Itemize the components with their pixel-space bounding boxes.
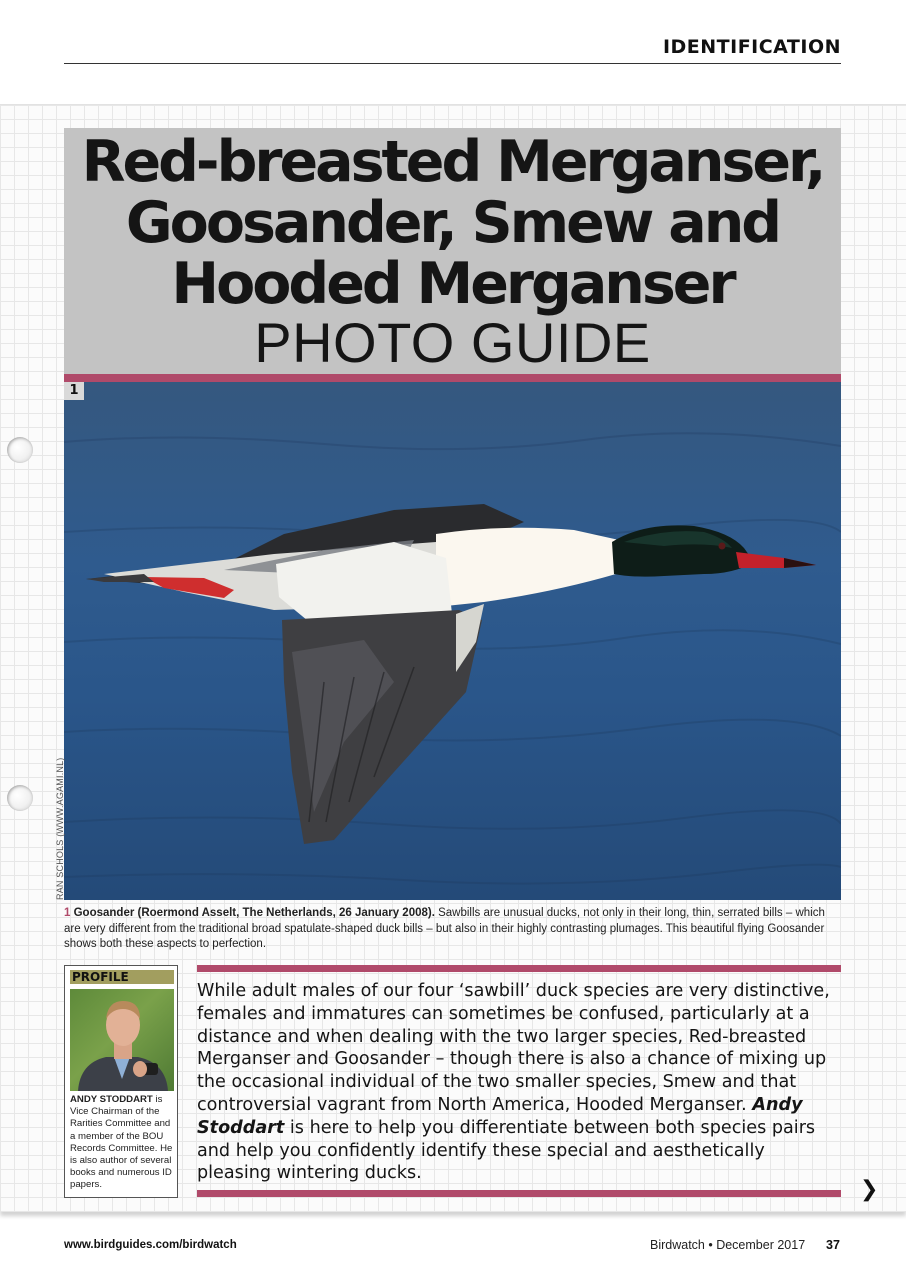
author-photo bbox=[70, 989, 174, 1091]
title-line-1: Red-breasted Merganser, bbox=[81, 129, 824, 195]
goosander-illustration bbox=[64, 382, 841, 900]
profile-bio bbox=[70, 1094, 178, 1192]
article-title bbox=[64, 129, 841, 317]
intro-bottom-bar bbox=[197, 1190, 841, 1197]
title-line-2: Goosander, Smew and bbox=[125, 190, 780, 256]
footer-page-number: 37 bbox=[826, 1238, 840, 1252]
title-block bbox=[64, 128, 841, 374]
intro-text-part2: is here to help you differentiate between both species pairs and help you confidently identify these special and aesthetically pleasing wintering ducks. bbox=[197, 1117, 816, 1184]
title-line-3: Hooded Merganser bbox=[171, 251, 734, 317]
intro-top-bar bbox=[197, 965, 841, 972]
intro-author: Andy Stoddart bbox=[197, 1094, 803, 1138]
profile-heading: PROFILE bbox=[70, 970, 174, 984]
photo-number-badge: 1 bbox=[64, 382, 84, 400]
author-bio-text: is Vice Chairman of the Rarities Committee and a member of the BOU Records Committee. He is also author of several books and numerous ID papers. bbox=[70, 1094, 173, 1191]
footer-magazine-issue: Birdwatch • December 2017 bbox=[650, 1238, 806, 1252]
caption-lead: Goosander (Roermond Asselt, The Netherlands, 26 January 2008). bbox=[73, 907, 435, 919]
profile-box bbox=[64, 965, 178, 1198]
author-name: ANDY STODDART bbox=[70, 1094, 153, 1105]
article-subtitle: PHOTO GUIDE bbox=[254, 311, 651, 374]
photo-credit: RAN SCHOLS (WWW.AGAMI.NL) bbox=[55, 757, 65, 900]
goosander-photo bbox=[64, 382, 841, 900]
photo-caption bbox=[64, 906, 841, 953]
punch-hole-bottom bbox=[7, 785, 33, 811]
intro-paragraph bbox=[197, 980, 837, 1185]
section-rule bbox=[64, 63, 841, 64]
author-portrait bbox=[70, 989, 174, 1091]
punch-hole-top bbox=[7, 437, 33, 463]
title-accent-bar bbox=[64, 374, 841, 382]
intro-text-part1: While adult males of our four ‘sawbill’ duck species are very distinctive, females and immatures can sometimes be confused, particularly at a distance and when dealing with the two larger species, Red-breasted Merganser and Goosander – though there is also a chance of mixing up the occasional individual of the two smaller species, Smew and that controversial vagrant from North America, Hooded Merganser. bbox=[197, 981, 830, 1115]
next-page-arrow-icon: ❯ bbox=[860, 1176, 879, 1201]
caption-text: Sawbills are unusual ducks, not only in their long, thin, serrated bills – which are very different from the traditional broad spatulate-shaped duck bills – but also in their highly contrasting plumages. This beautiful flying Goosander shows both these aspects to perfection. bbox=[64, 907, 825, 950]
footer-url: www.birdguides.com/birdwatch bbox=[64, 1239, 237, 1251]
section-label: IDENTIFICATION bbox=[662, 36, 841, 58]
caption-number: 1 bbox=[64, 907, 71, 919]
